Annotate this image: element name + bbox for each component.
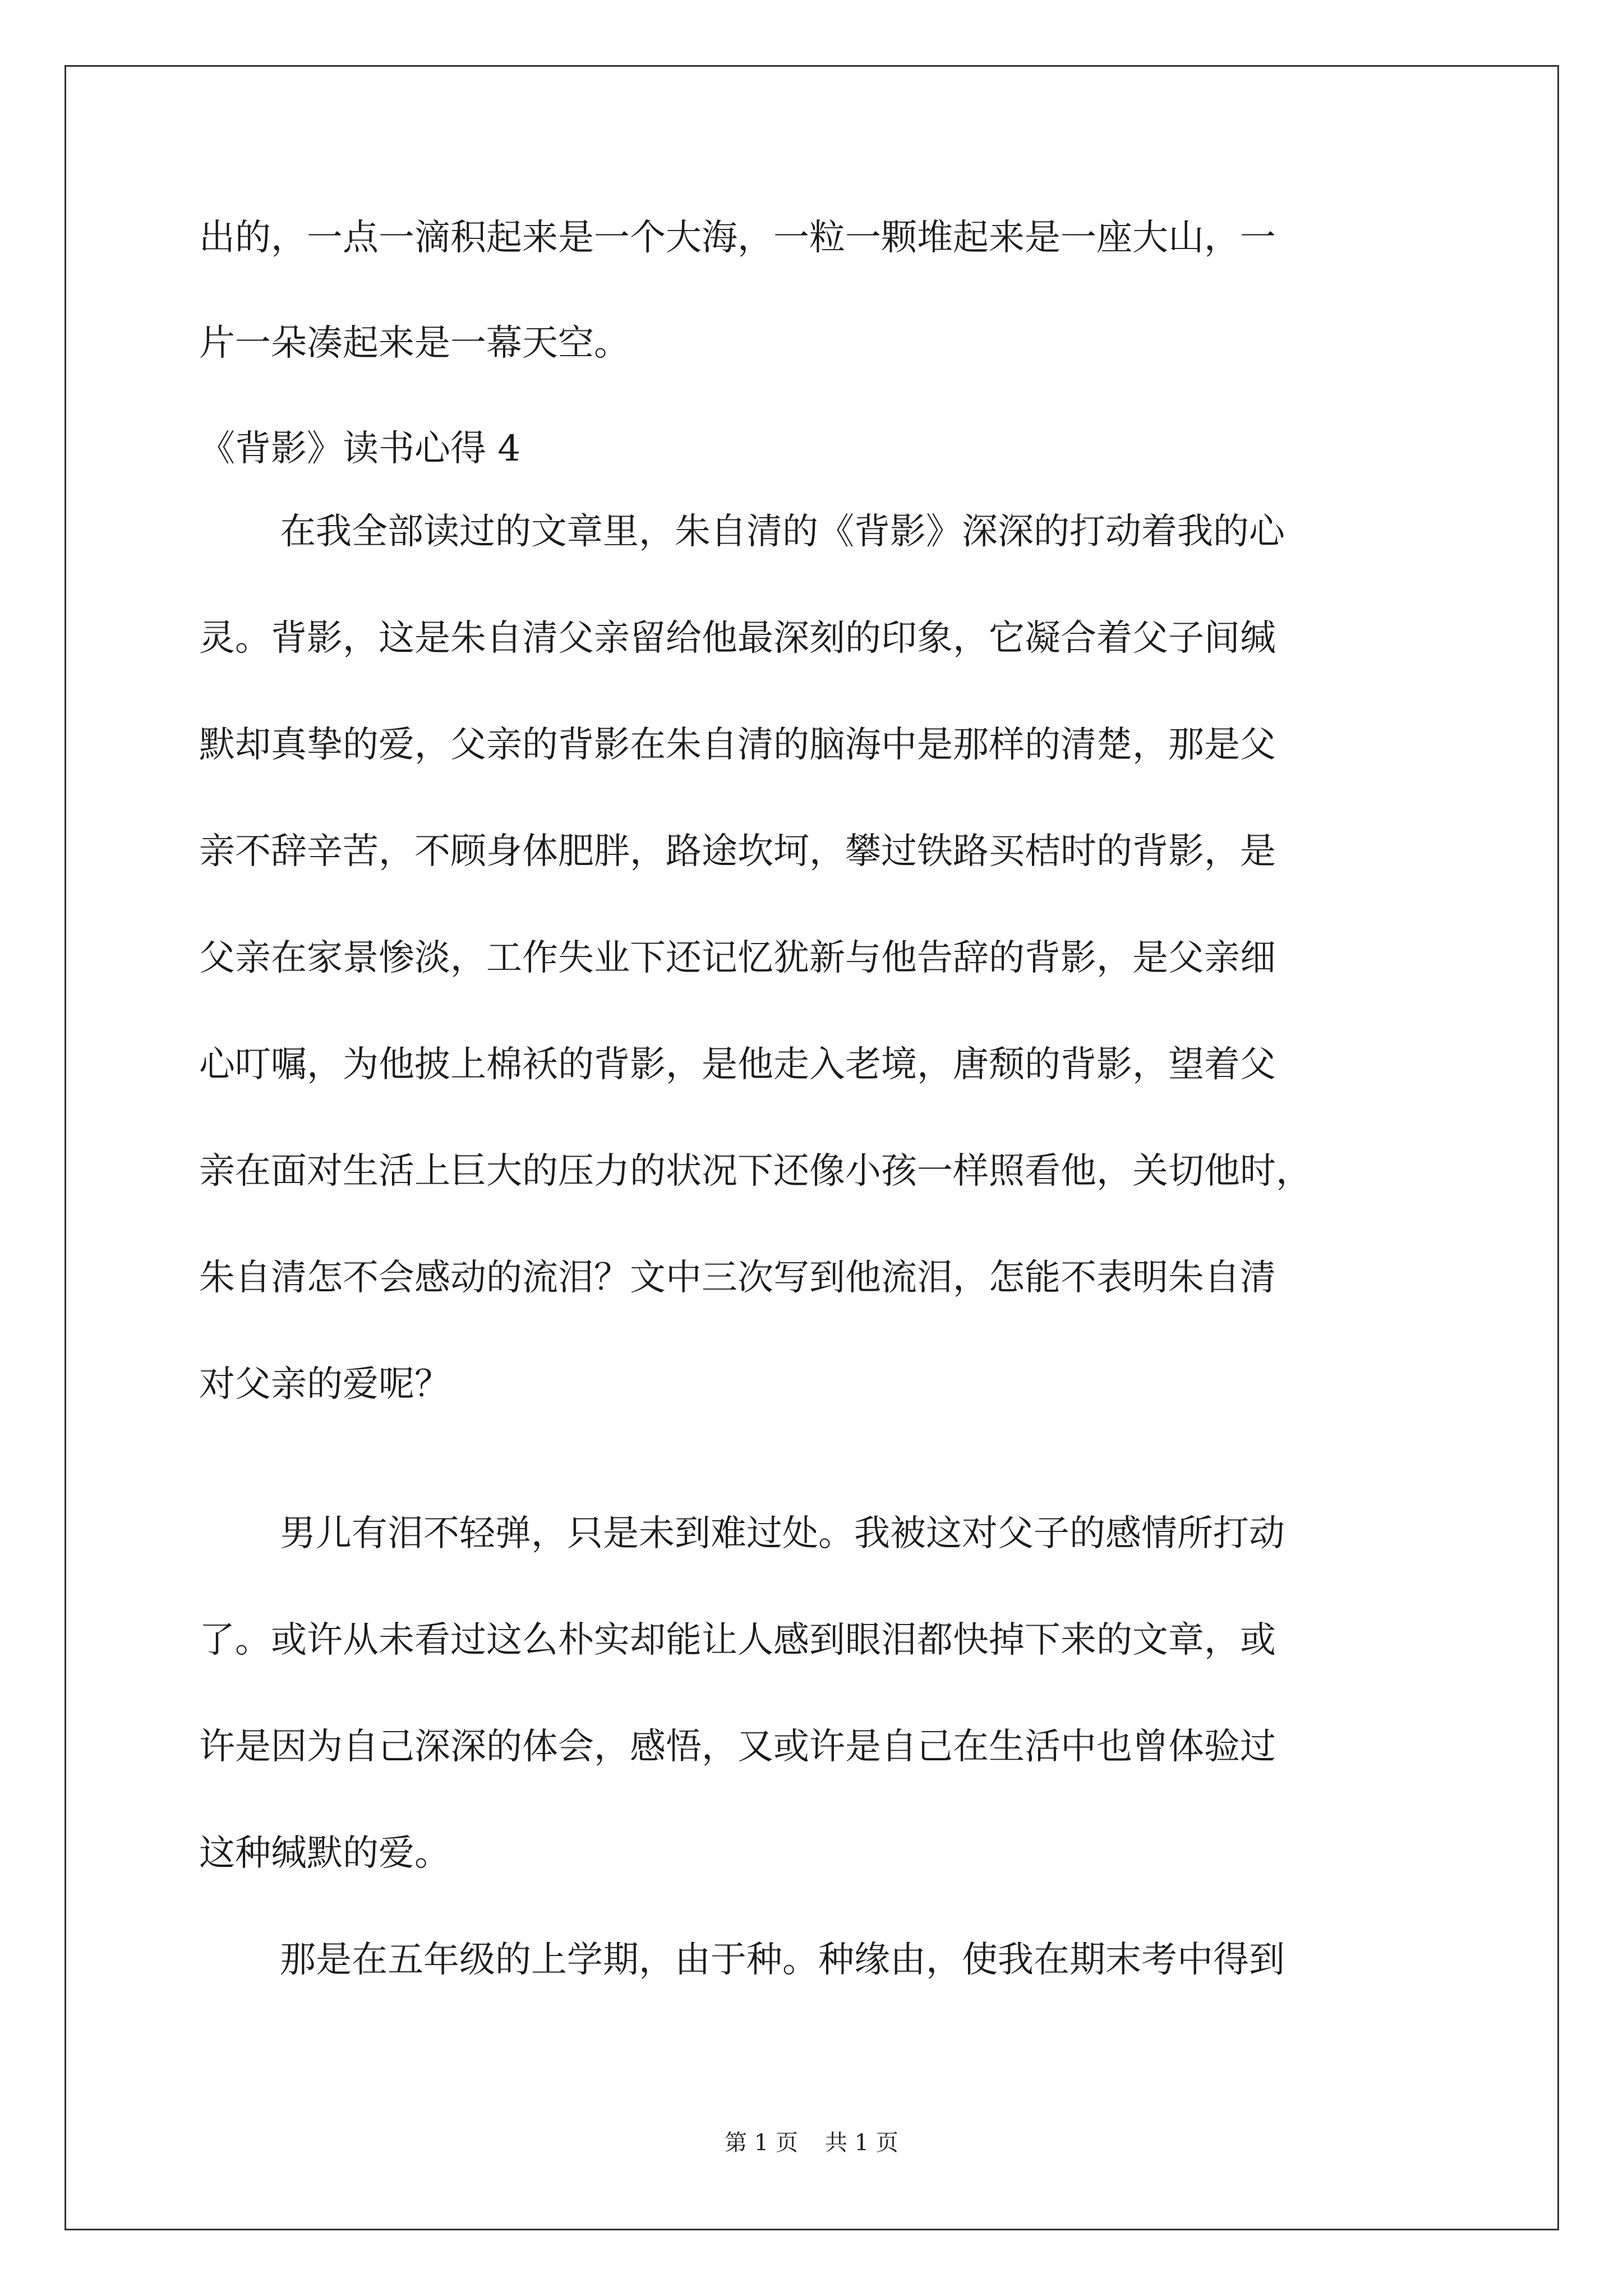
body-text-line: 片一朵凑起来是一幕天空。 — [199, 323, 630, 364]
body-text-line: 许是因为自己深深的体会，感悟，又或许是自己在生活中也曾体验过 — [199, 1726, 1276, 1768]
body-text-line: 亲在面对生活上巨大的压力的状况下还像小孩一样照看他，关切他时， — [199, 1151, 1312, 1192]
body-text-line: 这种缄默的爱。 — [199, 1833, 450, 1874]
page-number-current: 第 1 页 — [725, 2130, 798, 2156]
body-text-line: 父亲在家景惨淡，工作失业下还记忆犹新与他告辞的背影，是父亲细 — [199, 937, 1276, 979]
page-footer — [0, 2129, 1623, 2157]
section-heading: 《背影》读书心得 4 — [199, 428, 521, 470]
body-text-line: 那是在五年级的上学期，由于种。种缘由，使我在期末考中得到 — [280, 1939, 1285, 1981]
body-text-line: 男儿有泪不轻弹，只是未到难过处。我被这对父子的感情所打动 — [280, 1513, 1285, 1554]
body-text-line: 心叮嘱，为他披上棉袄的背影，是他走入老境，唐颓的背影，望着父 — [199, 1044, 1276, 1085]
body-text-line: 朱自清怎不会感动的流泪？文中三次写到他流泪，怎能不表明朱自清 — [199, 1257, 1276, 1299]
body-text-line: 灵。背影，这是朱自清父亲留给他最深刻的印象，它凝合着父子间缄 — [199, 618, 1276, 659]
page-border — [64, 65, 1559, 2230]
body-text-line: 对父亲的爱呢？ — [199, 1364, 450, 1405]
body-text-line: 在我全部读过的文章里，朱自清的《背影》深深的打动着我的心 — [280, 511, 1285, 553]
body-text-line: 亲不辞辛苦，不顾身体肥胖，路途坎坷，攀过铁路买桔时的背影，是 — [199, 831, 1276, 872]
body-text-line: 默却真挚的爱，父亲的背影在朱自清的脑海中是那样的清楚，那是父 — [199, 724, 1276, 766]
body-text-line: 出的，一点一滴积起来是一个大海，一粒一颗堆起来是一座大山，一 — [199, 217, 1276, 259]
page-number-total: 共 1 页 — [825, 2130, 898, 2156]
body-text-line: 了。或许从未看过这么朴实却能让人感到眼泪都快掉下来的文章，或 — [199, 1619, 1276, 1661]
